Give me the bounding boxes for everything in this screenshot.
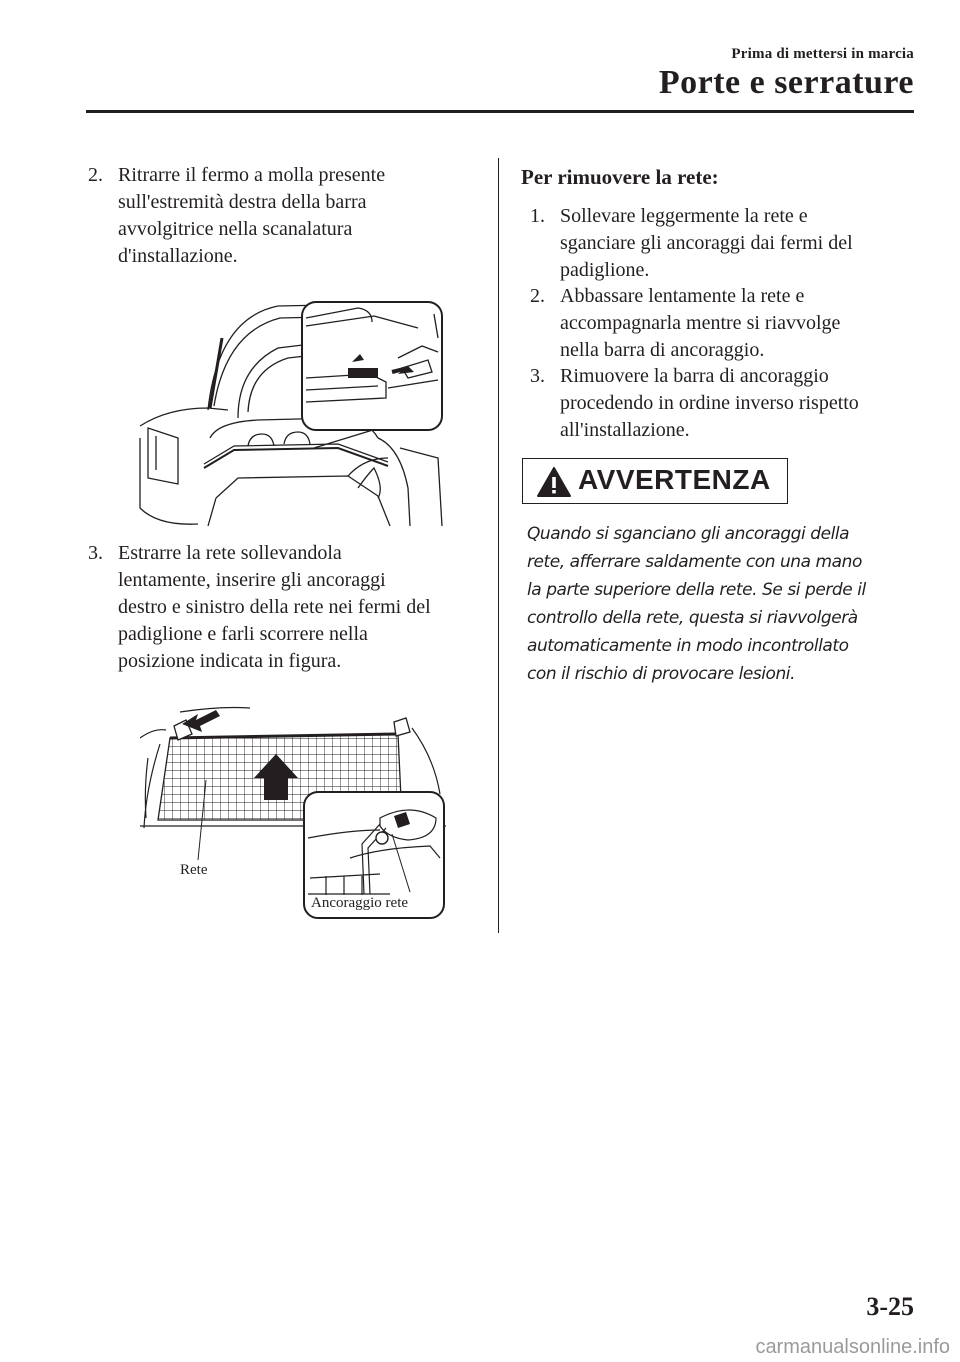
step-line: lentamente, inserire gli ancoraggi	[118, 569, 386, 591]
step-line: padiglione.	[560, 259, 650, 281]
column-divider	[498, 158, 499, 933]
section-title: Per rimuovere la rete:	[521, 165, 719, 189]
removal-step-2	[530, 283, 910, 364]
warning-text	[527, 520, 907, 688]
step-line: sganciare gli ancoraggi dai fermi del	[560, 232, 853, 254]
step-number: 3.	[530, 365, 545, 387]
header-section: Prima di mettersi in marcia	[731, 46, 914, 62]
step-number: 2.	[88, 164, 103, 186]
step-number: 2.	[530, 285, 545, 307]
step-line: posizione indicata in figura.	[118, 650, 342, 672]
label-net: Rete	[180, 862, 208, 878]
page-title: Porte e serrature	[658, 64, 914, 101]
warning-triangle-icon	[536, 466, 572, 498]
warning-line: con il rischio di provocare lesioni.	[527, 664, 796, 684]
step-line: nella barra di ancoraggio.	[560, 339, 765, 361]
header-rule	[86, 110, 914, 113]
step-number: 1.	[530, 205, 545, 227]
step-line: padiglione e farli scorrere nella	[118, 623, 368, 645]
removal-step-1	[530, 203, 910, 284]
warning-line: automaticamente in modo incontrollato	[527, 636, 849, 656]
step-line: all'installazione.	[560, 419, 690, 441]
cargo-net-illustration	[140, 698, 446, 922]
label-anchor: Ancoraggio rete	[311, 895, 409, 911]
step-line: Sollevare leggermente la rete e	[560, 205, 808, 227]
warning-line: Quando si sganciano gli ancoraggi della	[527, 524, 850, 544]
warning-line: rete, afferrare saldamente con una mano	[527, 552, 862, 572]
step-line: Abbassare lentamente la rete e	[560, 285, 805, 307]
watermark: carmanualsonline.info	[755, 1336, 950, 1358]
car-trunk-illustration	[138, 298, 446, 530]
step-2-instruction	[88, 162, 478, 270]
step-line: accompagnarla mentre si riavvolge	[560, 312, 841, 334]
warning-line: la parte superiore della rete. Se si perde il	[527, 580, 866, 600]
warning-label: AVVERTENZA	[578, 464, 771, 495]
step-line: destro e sinistro della rete nei fermi del	[118, 596, 431, 618]
step-line: avvolgitrice nella scanalatura	[118, 218, 353, 240]
step-line: procedendo in ordine inverso rispetto	[560, 392, 859, 414]
warning-line: controllo della rete, questa si riavvolgerà	[527, 608, 858, 628]
step-line: Estrarre la rete sollevandola	[118, 542, 342, 564]
step-line: sull'estremità destra della barra	[118, 191, 367, 213]
step-line: Rimuovere la barra di ancoraggio	[560, 365, 829, 387]
removal-step-3	[530, 363, 910, 444]
step-line: Ritrarre il fermo a molla presente	[118, 164, 386, 186]
step-number: 3.	[88, 542, 103, 564]
step-3-instruction	[88, 540, 478, 675]
page-number: 3-25	[866, 1292, 914, 1321]
step-line: d'installazione.	[118, 245, 238, 267]
